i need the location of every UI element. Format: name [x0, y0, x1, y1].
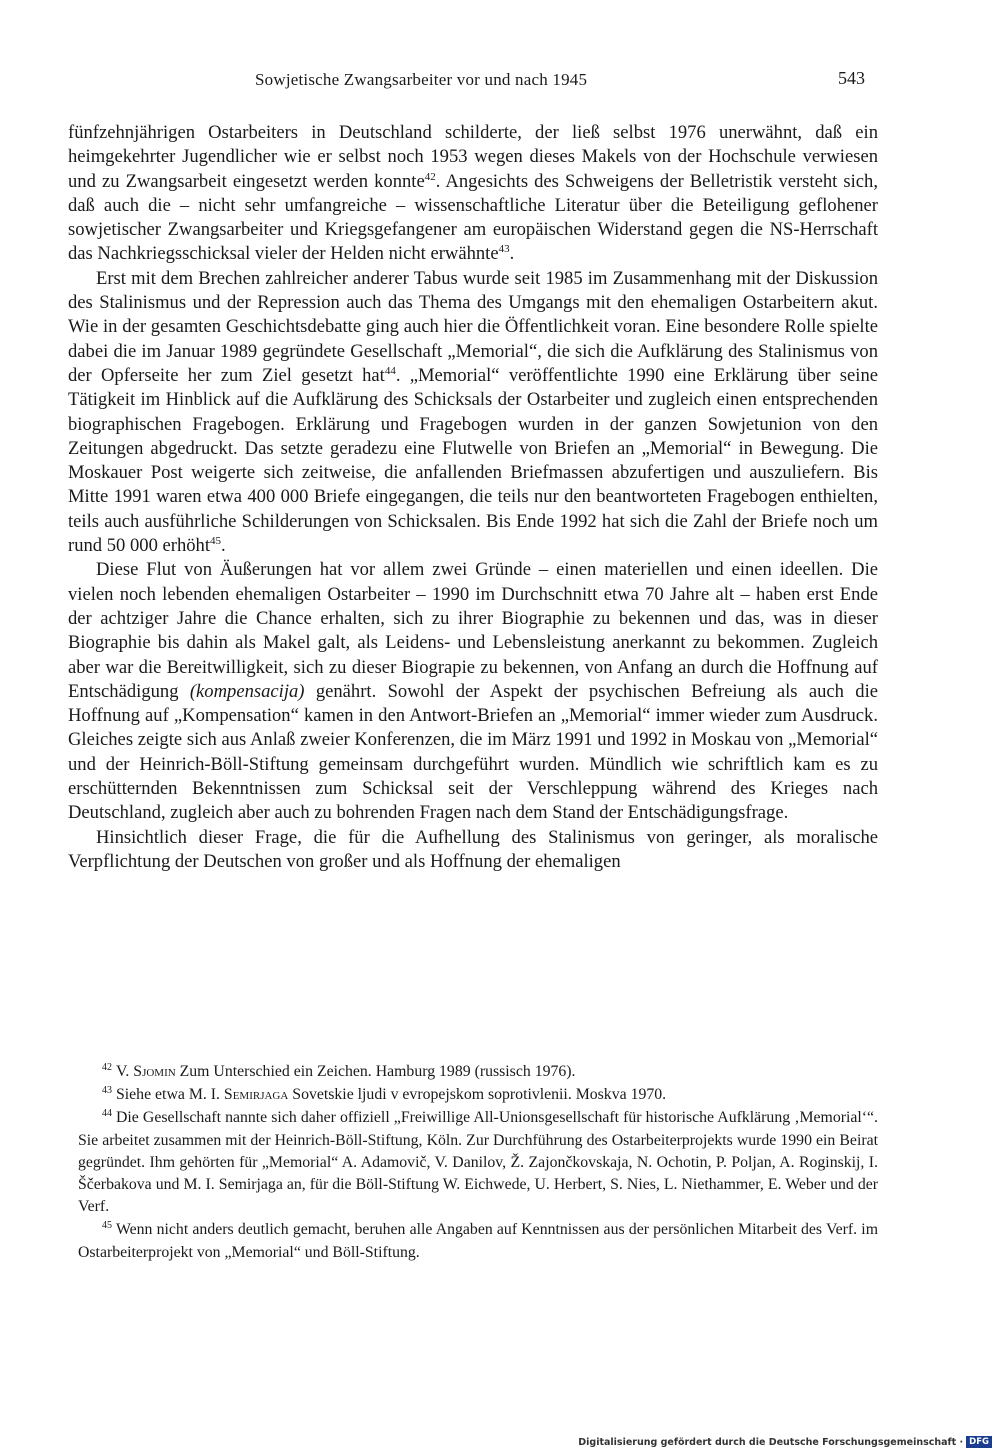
funding-footer [578, 1436, 992, 1448]
footnotes [78, 1061, 878, 1265]
footnote-44 [78, 1107, 878, 1218]
paragraph-2-part-b: . „Memorial“ veröffentlichte 1990 eine Erklärung über seine Tätigkeit im Hinblick auf die Aufklärung des Schicksals der Ostarbeiter und zugleich einen entsprechenden biographischen Fragebogen. Erklärung und Fragebogen wurden in der ganzen Sowjetunion von den Zeitungen abgedruckt. Das setzte geradezu eine Flutwelle von Briefen an „Memorial“ in Bewegung. Die Moskauer Post weigerte sich zeitweise, die anfallenden Briefmassen abzufertigen und auszuliefern. Bis Mitte 1991 waren etwa 400 000 Briefe eingegangen, die teils nur den beantworteten Fragebogen enthielten, teils auch ausführliche Schilderungen von Schicksalen. Bis Ende 1992 hat sich die Zahl der Briefe noch um rund 50 000 erhöht [68, 364, 878, 557]
footnote-45-mark: 45 [102, 1220, 112, 1232]
funding-note: Digitalisierung gefördert durch die Deutsche Forschungsgemeinschaft · [578, 1436, 964, 1448]
footnote-44-mark: 44 [102, 1108, 112, 1120]
footnote-42-mark: 42 [102, 1061, 112, 1073]
paragraph-3-part-b: genährt. Sowohl der Aspekt der psychischen Befreiung als auch die Hoffnung auf „Kompensation“ kamen in den Antwort-Briefen an „Memorial“ immer wieder zum Ausdruck. Gleiches zeigte sich aus Anlaß zweier Konferenzen, die im März 1991 und 1992 in Moskau von „Memorial“ und der Heinrich-Böll-Stiftung gemeinsam durchgeführt wurden. Mündlich wie schriftlich kam es zu erschütternden Bekenntnissen zum Schicksal seit der Verschleppung während des Krieges nach Deutschland, zugleich aber auch zu bohrenden Fragen nach dem Stand der Entschädigungsfrage. [68, 680, 878, 824]
footnote-42-author: Sjomin [133, 1063, 176, 1080]
footnote-43-pre: Siehe etwa M. I. [116, 1086, 224, 1104]
paragraph-1-part-b: . Angesichts des Schweigens der Belletristik versteht sich, daß auch die – nicht sehr umfangreiche – wissenschaftliche Literatur über die Beteiligung geflohener sowjetischer Zwangsarbeiter und Kriegsgefangener am europäischen Widerstand gegen die NS-Herrschaft das Nachkriegsschicksal vieler der Helden nicht erwähnte [68, 170, 878, 265]
paragraph-2-part-c: . [221, 535, 226, 557]
paragraph-1 [68, 121, 878, 267]
footnote-45 [78, 1219, 878, 1263]
footnote-ref-45: 45 [210, 534, 222, 547]
running-header-title: Sowjetische Zwangsarbeiter vor und nach 1945 [255, 70, 588, 89]
footnote-43 [78, 1084, 878, 1106]
page-number: 543 [838, 68, 865, 88]
paragraph-3 [68, 558, 878, 825]
paragraph-1-part-a: fünfzehnjährigen Ostarbeiters in Deutschland schilderte, der ließ selbst 1976 unerwähnt, daß ein heimgekehrter Jugendlicher wie er selbst noch 1953 wegen dieses Makels von der Hochschule verwiesen und zu Zwangsarbeit eingesetzt werden konnte [68, 122, 878, 192]
footnote-43-text: Sovetskie ljudi v evropejskom soprotivlenii. Moskva 1970. [288, 1086, 667, 1104]
paragraph-4: Hinsichtlich dieser Frage, die für die Aufhellung des Stalinismus von geringer, als moralische Verpflichtung der Deutschen von großer und als Hoffnung der ehemaligen [68, 826, 878, 872]
footnote-43-mark: 43 [102, 1084, 112, 1096]
dfg-logo: DFG [966, 1436, 992, 1448]
paragraph-3-part-a: Diese Flut von Äußerungen hat vor allem zwei Gründe – einen materiellen und einen ideellen. Die vielen noch lebenden ehemaligen Ostarbeiter – 1990 im Durchschnitt etwa 70 Jahre alt – haben erst Ende der achtziger Jahre die Chance erhalten, sich zu ihrer Biographie zu bekennen und das, was in dieser Biographie bis dahin als Makel galt, als Leidens- und Lebensleistung anerkannt zu bekommen. Zugleich aber war die Bereitwilligkeit, sich zu dieser Biograpie zu bekennen, von Anfang an durch die Hoffnung auf Entschädigung [68, 559, 878, 702]
paragraph-1-part-c: . [509, 243, 515, 265]
footnote-ref-42: 42 [424, 170, 436, 183]
footnote-42 [78, 1061, 878, 1083]
paragraph-2-part-a: Erst mit dem Brechen zahlreicher anderer Tabus wurde seit 1985 im Zusammenhang mit der Diskussion des Stalinismus und der Repression auch das Thema des Umgangs mit den ehemaligen Ostarbeitern akut. Wie in der gesamten Geschichtsdebatte ging auch hier die Öffentlichkeit voran. Eine besondere Rolle spielte dabei die im Januar 1989 gegründete Gesellschaft „Memorial“, die sich die Aufklärung des Stalinismus von der Opferseite her zum Ziel gesetzt hat [68, 267, 878, 386]
body-text [68, 121, 878, 874]
footnote-44-text: Die Gesellschaft nannte sich daher offiziell „Freiwillige All-Unionsgesellschaft für historische Aufklärung ‚Memorial‘“. Sie arbeitet zusammen mit der Heinrich-Böll-Stiftung, Köln. Zur Durchführung des Ostarbeiterprojekts wurde 1990 ein Beirat gegründet. Ihm gehörten für „Memorial“ A. Adamovič, V. Danilov, Ž. Zajončkovskaja, N. Ochotin, P. Poljan, A. Roginskij, I. Ščerbakova und M. I. Semirjaga an, für die Böll-Stiftung W. Eichwede, U. Herbert, S. Nies, L. Niethammer, E. Weber und der Verf. [78, 1109, 878, 1216]
footnote-43-author: Semirjaga [223, 1086, 289, 1104]
footnote-ref-43: 43 [498, 243, 510, 256]
footnote-42-text: Zum Unterschied ein Zeichen. Hamburg 1989 (russisch 1976). [175, 1063, 576, 1080]
footnote-42-pre: V. [116, 1063, 134, 1080]
paragraph-2 [68, 267, 878, 559]
paragraph-3-italic-term: (kompensacija) [189, 680, 305, 702]
footnote-ref-44: 44 [384, 364, 396, 377]
footnote-45-text: Wenn nicht anders deutlich gemacht, beruhen alle Angaben auf Kenntnissen aus der persönlichen Mitarbeit des Verf. im Ostarbeiterprojekt von „Memorial“ und Böll-Stiftung. [78, 1221, 878, 1261]
